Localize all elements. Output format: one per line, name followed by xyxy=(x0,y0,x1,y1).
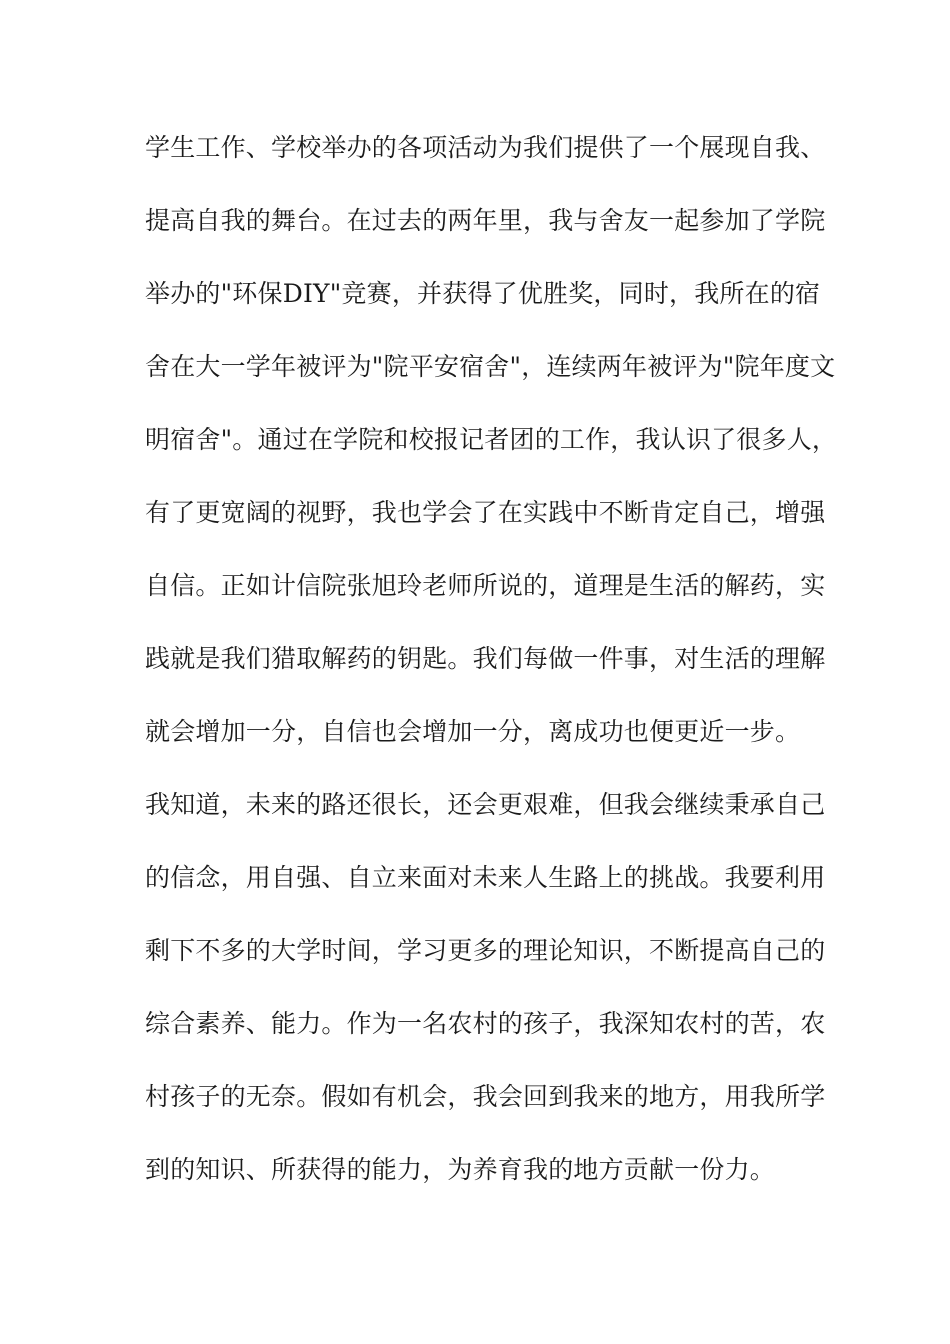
text-line: 学生工作、学校举办的各项活动为我们提供了一个展现自我、 xyxy=(145,133,826,162)
text-line: 践就是我们猎取解药的钥匙。我们每做一件事，对生活的理解 xyxy=(145,644,826,673)
text-line: 明宿舍"。通过在学院和校报记者团的工作，我认识了很多人， xyxy=(145,425,838,454)
text-line: 提高自我的舞台。在过去的两年里，我与舍友一起参加了学院 xyxy=(145,206,826,235)
body-text xyxy=(145,128,838,1223)
text-line: 综合素养、能力。作为一名农村的孩子，我深知农村的苦，农 xyxy=(145,1009,826,1038)
text-line: 村孩子的无奈。假如有机会，我会回到我来的地方，用我所学 xyxy=(145,1082,826,1111)
text-line: 举办的"环保DIY"竞赛，并获得了优胜奖，同时，我所在的宿 xyxy=(145,279,821,308)
text-line: 的信念，用自强、自立来面对未来人生路上的挑战。我要利用 xyxy=(145,863,826,892)
text-line: 到的知识、所获得的能力，为养育我的地方贡献一份力。 xyxy=(145,1155,776,1184)
text-line: 剩下不多的大学时间，学习更多的理论知识，不断提高自己的 xyxy=(145,936,826,965)
text-line: 自信。正如计信院张旭玲老师所说的，道理是生活的解药，实 xyxy=(145,571,826,600)
text-line: 舍在大一学年被评为"院平安宿舍"，连续两年被评为"院年度文 xyxy=(145,352,836,381)
text-line: 有了更宽阔的视野，我也学会了在实践中不断肯定自己，增强 xyxy=(145,498,826,527)
text-line: 就会增加一分，自信也会增加一分，离成功也便更近一步。 xyxy=(145,717,801,746)
text-line: 我知道，未来的路还很长，还会更艰难，但我会继续秉承自己 xyxy=(145,790,826,819)
